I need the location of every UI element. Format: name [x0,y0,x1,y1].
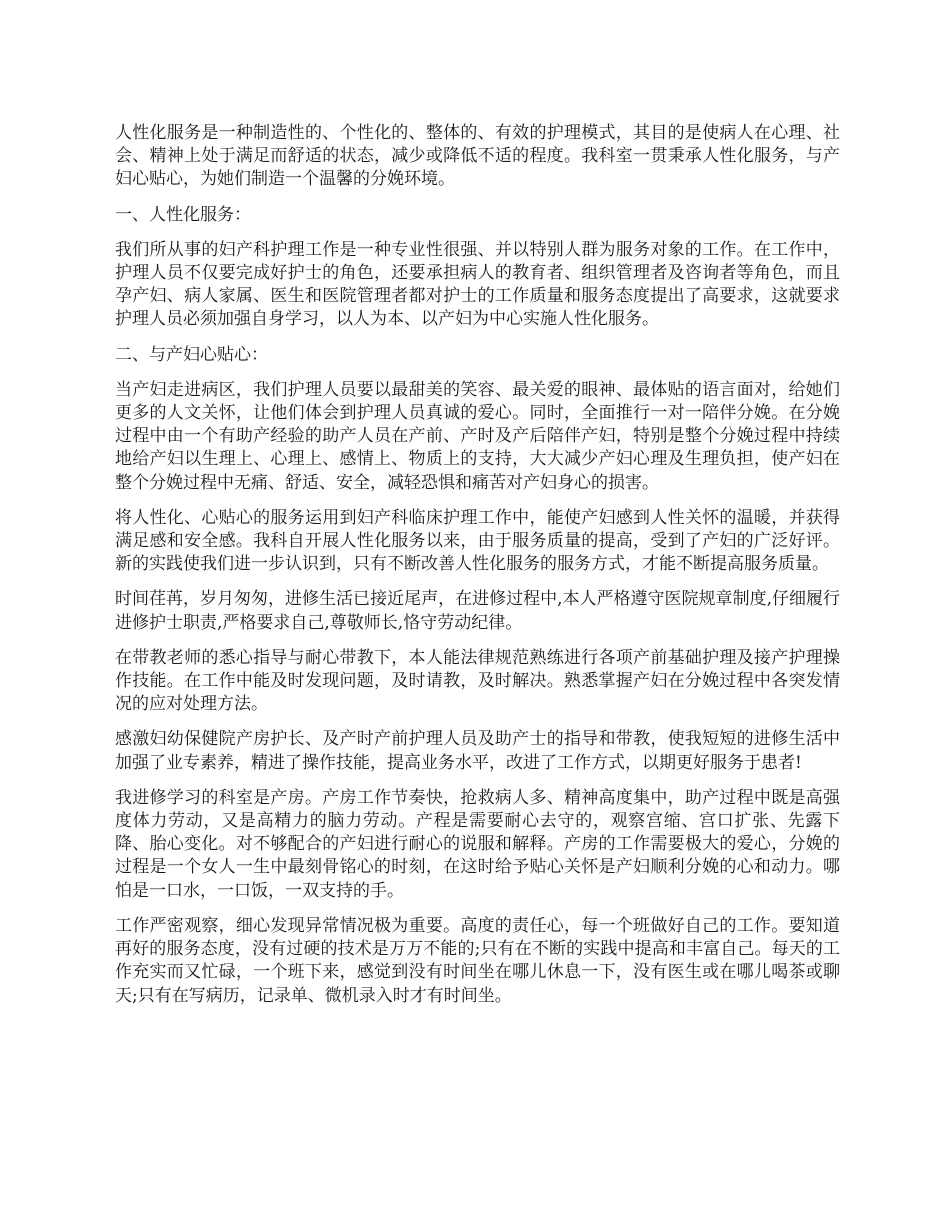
body-paragraph: 我们所从事的妇产科护理工作是一种专业性很强、并以特别人群为服务对象的工作。在工作中，护理人员不仅要完成好护士的角色，还要承担病人的教育者、组织管理者及咨询者等角色，而且孕产妇、病人家属、医生和医院管理者都对护士的工作质量和服务态度提出了高要求，这就要求护理人员必须加强自身学习，以人为本、以产妇为中心实施人性化服务。 [115,239,840,330]
body-paragraph: 时间荏苒，岁月匆匆，进修生活已接近尾声，在进修过程中,本人严格遵守医院规章制度,仔细履行进修护士职责,严格要求自己,尊敬师长,恪守劳动纪律。 [115,589,840,633]
section-heading-1: 一、人性化服务： [115,204,251,225]
document-body [115,122,840,1020]
body-paragraph: 当产妇走进病区，我们护理人员要以最甜美的笑容、最关爱的眼神、最体贴的语言面对，给她们更多的人文关怀，让他们体会到护理人员真诚的爱心。同时，全面推行一对一陪伴分娩。在分娩过程中由一个有助产经验的助产人员在产前、产时及产后陪伴产妇，特别是整个分娩过程中持续地给产妇以生理上、心理上、感情上、物质上的支持，大大减少产妇心理及生理负担，使产妇在整个分娩过程中无痛、舒适、安全，减轻恐惧和痛苦对产妇身心的损害。 [115,379,840,493]
body-paragraph: 在带教老师的悉心指导与耐心带教下，本人能法律规范熟练进行各项产前基础护理及接产护理操作技能。在工作中能及时发现问题，及时请教，及时解决。熟悉掌握产妇在分娩过程中各突发情况的应对处理方法。 [115,647,840,715]
body-paragraph: 将人性化、心贴心的服务运用到妇产科临床护理工作中，能使产妇感到人性关怀的温暖，并获得满足感和安全感。我科自开展人性化服务以来，由于服务质量的提高，受到了产妇的广泛好评。新的实践使我们进一步认识到，只有不断改善人性化服务的服务方式，才能不断提高服务质量。 [115,507,840,575]
body-paragraph: 感激妇幼保健院产房护长、及产时产前护理人员及助产士的指导和带教，使我短短的进修生活中加强了业专素养，精进了操作技能，提高业务水平，改进了工作方式，以期更好服务于患者! [115,729,840,773]
intro-paragraph: 人性化服务是一种制造性的、个性化的、整体的、有效的护理模式，其目的是使病人在心理、社会、精神上处于满足而舒适的状态，减少或降低不适的程度。我科室一贯秉承人性化服务，与产妇心贴心，为她们制造一个温馨的分娩环境。 [115,123,840,190]
section-heading-2: 二、与产妇心贴心： [115,344,268,365]
body-paragraph: 我进修学习的科室是产房。产房工作节奏快，抢救病人多、精神高度集中，助产过程中既是高强度体力劳动，又是高精力的脑力劳动。产程是需要耐心去守的，观察宫缩、宫口扩张、先露下降、胎心变化。对不够配合的产妇进行耐心的说服和解释。产房的工作需要极大的爱心，分娩的过程是一个女人一生中最刻骨铭心的时刻，在这时给予贴心关怀是产妇顺利分娩的心和动力。哪怕是一口水，一口饭，一双支持的手。 [115,787,840,901]
body-paragraph: 工作严密观察，细心发现异常情况极为重要。高度的责任心，每一个班做好自己的工作。要知道再好的服务态度，没有过硬的技术是万万不能的;只有在不断的实践中提高和丰富自己。每天的工作充实而又忙碌，一个班下来，感觉到没有时间坐在哪儿休息一下，没有医生或在哪儿喝茶或聊天;只有在写病历，记录单、微机录入时才有时间坐。 [115,915,840,1006]
